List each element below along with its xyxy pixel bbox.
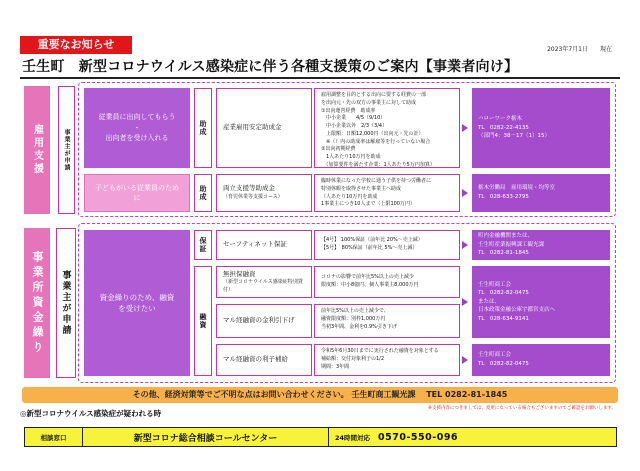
important-notice-badge: 重要なお知らせ [20, 36, 132, 54]
contact-employment-1: ハローワーク栃木 TL 0282-22-4135 （部門4：38－17（1）15） [472, 88, 610, 168]
consultation-row [24, 427, 617, 447]
corona-heading: ◎新型コロナウイルス感染症が疑われる時 [20, 409, 162, 418]
title-underline [20, 77, 620, 79]
target-employment-1: 従業員に出向してもらう ・ 出向者を受け入れる [84, 88, 190, 168]
program-name: マル経融資の利子補給 [223, 355, 288, 364]
right-arrow-icon [462, 298, 468, 306]
applicant-business: 事業主が申請 [56, 228, 76, 378]
contact-loan-1: 壬生町商工会 TL 0282-82-0475 または、 日本政策金融公庫宇都宮支店へ TL 028-634-9141 [472, 266, 610, 338]
consult-label: 相談窓口 [25, 428, 83, 446]
program-name: 両立支援等助成金 [223, 184, 275, 193]
inquiry-banner: その他、経済対策等でご不明な点はお問い合わせください。 壬生町商工観光課 TEL 0282-81-1845 [22, 387, 618, 403]
program-name: 無担保融資 [223, 269, 256, 278]
contact-loan-2: 壬生町商工会 TL 0282-82-0475 [472, 344, 610, 376]
right-arrow-icon [462, 189, 468, 197]
type-loan: 融資 [194, 266, 212, 376]
program-loan-2 [216, 304, 312, 338]
detail-employment-1: 雇用調整を目的とする出向に要する経費の一部 を出向元・先の双方の事業主に対して助成 ①出向運営経費 助成率 中小企業 4/5（9/10） 中小企業以外 2/3（3/4） 上限額：日額12,000円（出向元・先の計） ※（）内の助成率は解雇等を行っていない場合 ②出向初期経費 1人あたり10万円を助成 （加算要件を満たす企業：1人あたり5万円加算） [314, 88, 460, 168]
detail-loan-2: 前年比5%以上の売上減少で、 融資限度額：別枠1,000万円 当初3年間、金利を0.9%引き下げ [314, 304, 460, 338]
right-arrow-icon [462, 356, 468, 364]
program-subtitle: （育児休業等支援コース） [223, 194, 283, 201]
program-name: 産業雇用安定助成金 [223, 123, 282, 132]
program-employment-2 [216, 174, 312, 212]
type-employment-1: 助成 [194, 88, 212, 168]
target-employment-2: 子どもがいる従業員のため に [84, 174, 190, 212]
program-employment-1 [216, 88, 312, 168]
right-arrow-icon [462, 124, 468, 132]
consult-phone[interactable]: 0570-550-096 [378, 431, 459, 443]
page-title: 壬生町 新型コロナウイルス感染症に伴う各種支援策のご案内【事業者向け】 [22, 59, 519, 75]
type-guarantee: 保証 [194, 230, 212, 260]
consult-hours: 24時間対応 [335, 433, 371, 442]
program-name: マル経融資の金利引下げ [223, 316, 295, 325]
disclaimer-note: ※支援内容につきましては、変更になっている場合もございますのでご確認をお願いします。 [428, 406, 616, 411]
detail-employment-2: 臨時休業になった学校に通う子供を持つ労働者に 特別休暇を取得させた事業主へ助成 （人あたり10万円を助成 1事業主につき10人まで（上限100万円） [314, 174, 460, 212]
program-guarantee [216, 230, 312, 260]
category-employment: 雇用支援 [24, 86, 50, 214]
program-name: セーフティネット保証 [223, 240, 287, 249]
right-arrow-icon [462, 241, 468, 249]
detail-loan-3: 令和5年6月30日までに実行された融資を対象とする 補給額：交付対象利子の1/2 期間：3年間 [314, 344, 460, 376]
date-label: 2023年7月1日 現在 [547, 46, 612, 53]
target-business: 資金繰りのため、融資 を受けたい [84, 230, 190, 376]
program-loan-3 [216, 344, 312, 376]
contact-employment-2: 栃木労働局 雇用環境・均等室 TL 028-633-2795 [472, 174, 610, 212]
type-employment-2: 助成 [194, 174, 212, 212]
consult-center-name: 新型コロナ総合相談コールセンター [83, 428, 329, 446]
category-business-funding: 事業所資金繰り [24, 228, 50, 378]
program-loan-1 [216, 266, 312, 298]
contact-guarantee: 町内金融機関または、 壬生町産業振興課工観光課 TL 0282-81-1845 [472, 230, 610, 260]
detail-loan-1: コロナの影響で前年比5%以上の売上減少 限度額：中小8億円、個人事業主8,000万円 [314, 266, 460, 298]
applicant-employment: 事業主が申請 [58, 86, 75, 214]
detail-guarantee: 【4号】 100%保証（前年比 20%～売上減） 【5号】 80%保証（前年比 5%～売上減） [314, 230, 460, 260]
program-subtitle: （新型コロナウイルス感染症特別貸付） [223, 279, 303, 293]
